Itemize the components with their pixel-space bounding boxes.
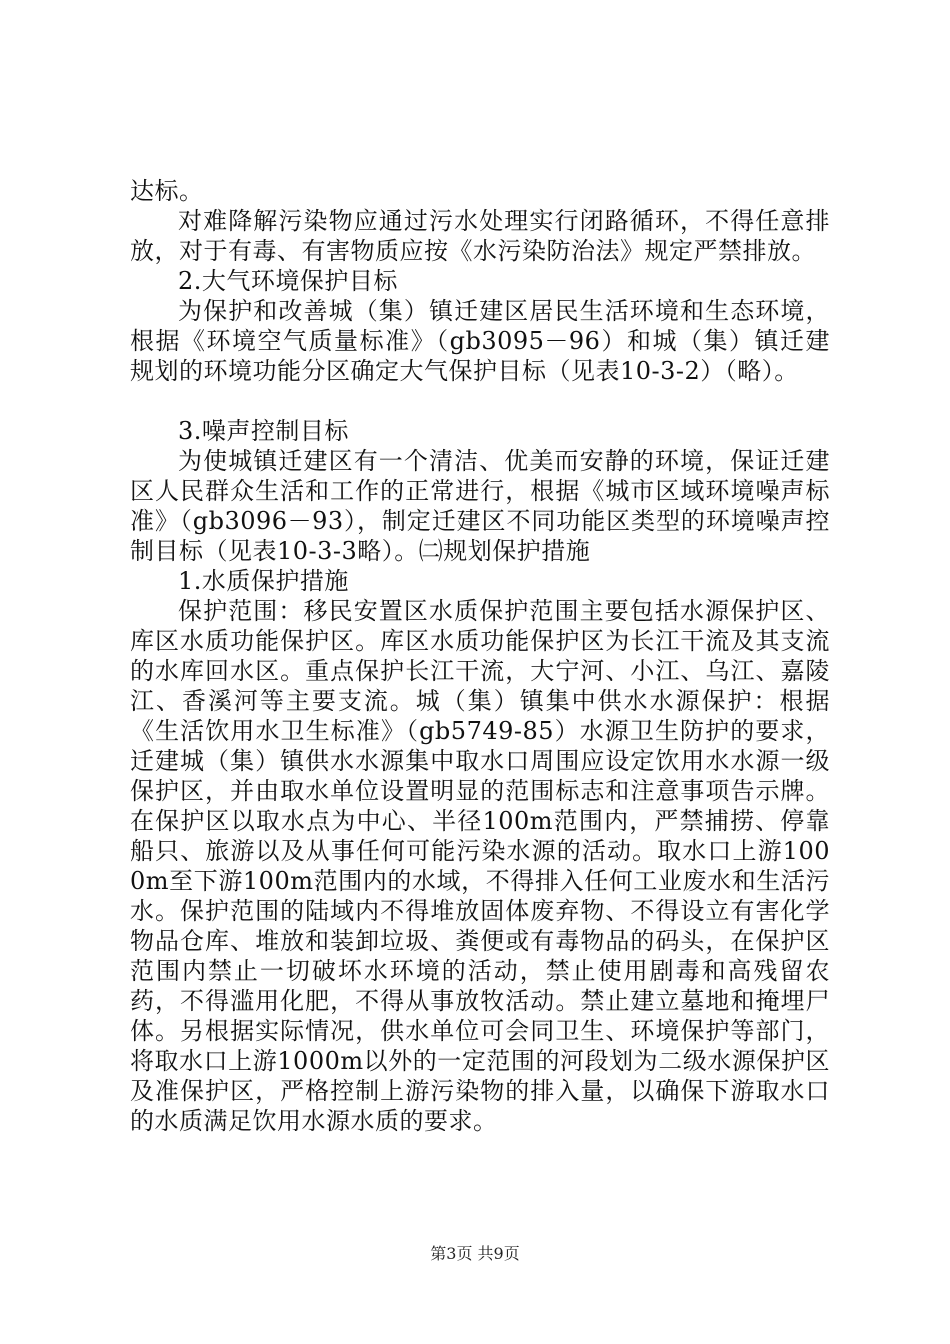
section-heading-water: 1.水质保护措施 bbox=[178, 567, 349, 595]
section-heading-noise: 3.噪声控制目标 bbox=[178, 417, 349, 445]
document-body bbox=[130, 176, 830, 1136]
section-heading-air: 2.大气环境保护目标 bbox=[178, 267, 398, 295]
page-footer: 第3页 共9页 bbox=[430, 1244, 520, 1263]
paragraph-continuation: 达标。 bbox=[130, 177, 204, 205]
paragraph-air-protection: 为保护和改善城（集）镇迁建区居民生活环境和生态环境，根据《环境空气质量标准》（gb3095－96）和城（集）镇迁建规划的环境功能分区确定大气保护目标（见表10-3-2）（略）。 bbox=[130, 297, 830, 385]
paragraph-water-protection: 保护范围：移民安置区水质保护范围主要包括水源保护区、库区水质功能保护区。库区水质功能保护区为长江干流及其支流的水库回水区。重点保护长江干流，大宁河、小江、乌江、嘉陵江、香溪河等主要支流。城（集）镇集中供水水源保护：根据《生活饮用水卫生标准》（gb5749-85）水源卫生防护的要求，迁建城（集）镇供水水源集中取水口周围应设定饮用水水源一级保护区，并由取水单位设置明显的范围标志和注意事项告示牌。在保护区以取水点为中心、半径100m范围内，严禁捕捞、停靠船只、旅游以及从事任何可能污染水源的活动。取水口上游1000m至下游100m范围内的水域，不得排入任何工业废水和生活污水。保护范围的陆域内不得堆放固体废弃物、不得设立有害化学物品仓库、堆放和装卸垃圾、粪便或有毒物品的码头，在保护区范围内禁止一切破坏水环境的活动，禁止使用剧毒和高残留农药，不得滥用化肥，不得从事放牧活动。禁止建立墓地和掩埋尸体。另根据实际情况，供水单位可会同卫生、环境保护等部门，将取水口上游1000m以外的一定范围的河段划为二级水源保护区及准保护区，严格控制上游污染物的排入量，以确保下游取水口的水质满足饮用水源水质的要求。 bbox=[130, 597, 830, 1135]
paragraph-noise-control: 为使城镇迁建区有一个清洁、优美而安静的环境，保证迁建区人民群众生活和工作的正常进行，根据《城市区域环境噪声标准》（gb3096－93），制定迁建区不同功能区类型的环境噪声控制目标（见表10-3-3略）。㈡规划保护措施 bbox=[130, 447, 830, 565]
paragraph-pollutant-treatment: 对难降解污染物应通过污水处理实行闭路循环，不得任意排放，对于有毒、有害物质应按《水污染防治法》规定严禁排放。 bbox=[130, 207, 830, 265]
